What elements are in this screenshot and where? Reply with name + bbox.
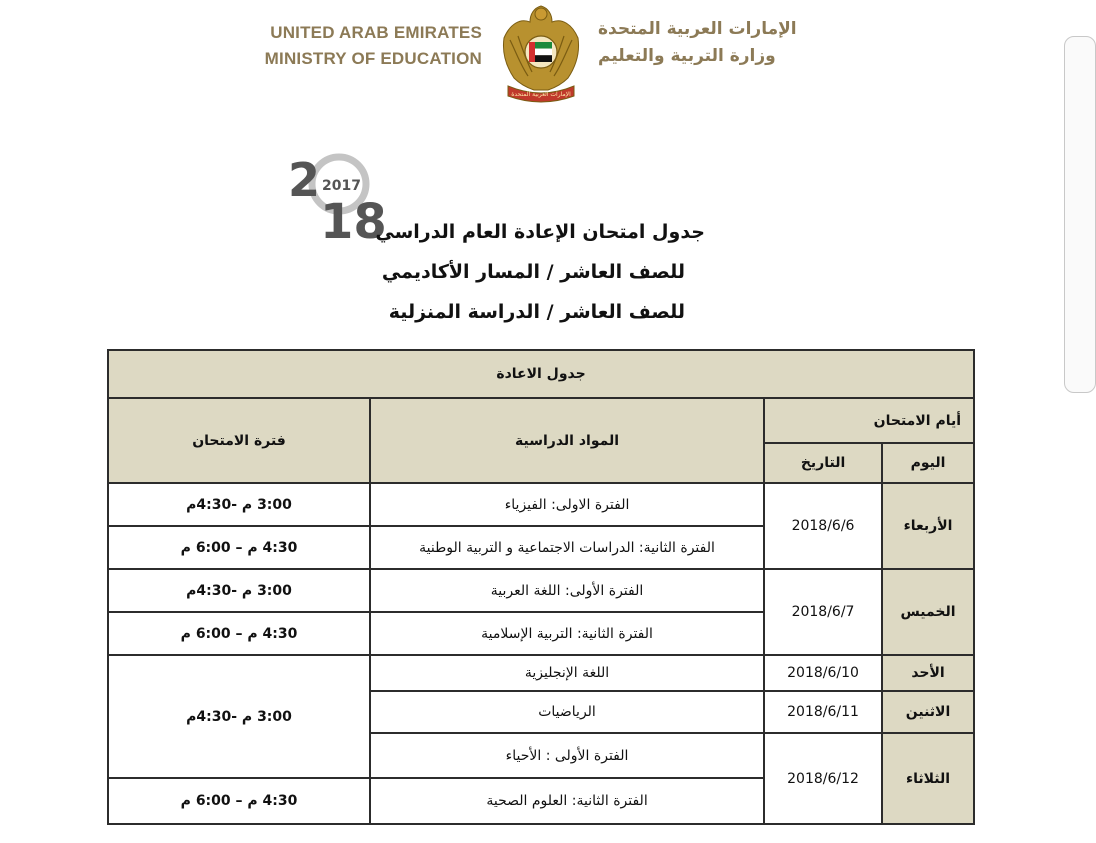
day-cell: الخميس	[882, 569, 974, 655]
title-line-3: للصف العاشر / الدراسة المنزلية	[388, 301, 685, 323]
table-caption-row	[108, 350, 974, 398]
day-cell: الاثنين	[882, 691, 974, 733]
subject-cell: الرياضيات	[370, 691, 764, 733]
time-cell: 4:30 م – 6:00 م	[108, 778, 370, 824]
header-day: اليوم	[882, 443, 974, 483]
day-cell: الأربعاء	[882, 483, 974, 569]
table-caption: جدول الاعادة	[108, 350, 974, 398]
year-logo-small: 2017	[322, 178, 361, 194]
uae-emblem-icon	[498, 0, 584, 104]
subject-cell: الفترة الأولى: اللغة العربية	[370, 569, 764, 612]
ministry-name-english-line: MINISTRY OF EDUCATION	[264, 49, 482, 68]
day-cell: الأحد	[882, 655, 974, 691]
subject-cell: الفترة الاولى: الفيزياء	[370, 483, 764, 526]
country-name-arabic: الإمارات العربية المتحدة	[598, 19, 797, 39]
table-row	[108, 655, 974, 691]
year-logo-big-bottom: 18	[320, 194, 387, 250]
year-logo-big-top: 2	[288, 153, 321, 207]
side-panel-edge	[1064, 36, 1096, 393]
header-exam-days: أيام الامتحان	[764, 398, 974, 443]
date-cell: 2018/6/12	[764, 733, 882, 824]
country-name-english: UNITED ARAB EMIRATES	[270, 23, 482, 42]
subject-cell: اللغة الإنجليزية	[370, 655, 764, 691]
date-cell: 2018/6/7	[764, 569, 882, 655]
table-row	[108, 569, 974, 612]
time-cell: 4:30 م – 6:00 م	[108, 612, 370, 655]
subject-cell: الفترة الأولى : الأحياء	[370, 733, 764, 778]
day-cell: الثلاثاء	[882, 733, 974, 824]
subject-cell: الفترة الثانية: التربية الإسلامية	[370, 612, 764, 655]
date-cell: 2018/6/6	[764, 483, 882, 569]
date-cell: 2018/6/11	[764, 691, 882, 733]
resit-schedule-table	[107, 349, 975, 825]
table-header-row	[108, 398, 974, 443]
emblem-scroll-text: الإمارات العربية المتحدة	[511, 91, 571, 98]
document-titles	[360, 212, 705, 332]
ministry-name-english	[222, 20, 482, 72]
ministry-name-arabic	[598, 16, 838, 70]
date-cell: 2018/6/10	[764, 655, 882, 691]
table-row	[108, 483, 974, 526]
time-cell: 4:30 م – 6:00 م	[108, 526, 370, 569]
header-date: التاريخ	[764, 443, 882, 483]
subject-cell: الفترة الثانية: العلوم الصحية	[370, 778, 764, 824]
time-cell: 3:00 م -4:30م	[108, 655, 370, 778]
ministry-name-arabic-line: وزارة التربية والتعليم	[598, 46, 776, 66]
title-line-2: للصف العاشر / المسار الأكاديمي	[381, 261, 685, 283]
subject-cell: الفترة الثانية: الدراسات الاجتماعية و التربية الوطنية	[370, 526, 764, 569]
header-period: فترة الامتحان	[108, 398, 370, 483]
time-cell: 3:00 م -4:30م	[108, 569, 370, 612]
time-cell: 3:00 م -4:30م	[108, 483, 370, 526]
title-line-1: جدول امتحان الإعادة العام الدراسي	[375, 221, 705, 243]
header-subjects: المواد الدراسية	[370, 398, 764, 483]
